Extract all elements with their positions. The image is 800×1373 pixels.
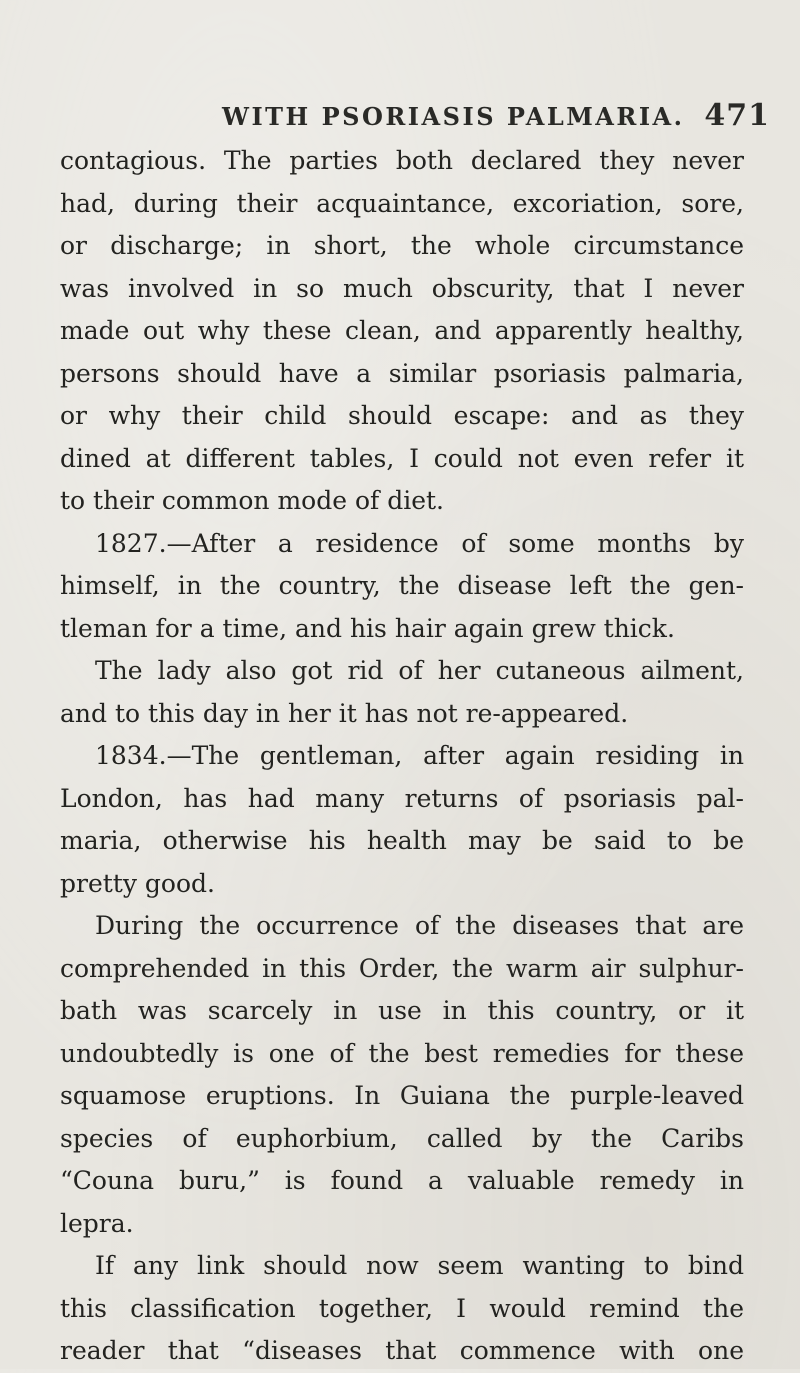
text-line: The lady also got rid of her cutaneous ailment, — [95, 656, 744, 685]
text-line: squamose eruptions. In Guiana the purple-leaved — [60, 1081, 744, 1110]
text-line: to their common mode of diet. — [60, 486, 444, 515]
text-line: species of euphorbium, called by the Caribs — [60, 1123, 744, 1153]
text-line: himself, in the country, the disease left the gen- — [60, 571, 744, 600]
text-line: bath was scarcely in use in this country, or it — [60, 996, 744, 1025]
text-line: was involved in so much obscurity, that I never — [60, 273, 744, 303]
text-line: maria, otherwise his health may be said to be — [60, 826, 744, 855]
text-line: 1827.—After a residence of some months by — [95, 528, 744, 558]
text-line: If any link should now seem wanting to bind — [95, 1251, 744, 1280]
running-head — [222, 98, 770, 142]
text-line: persons should have a similar psoriasis palmaria, — [60, 358, 744, 388]
text-line: London, has had many returns of psoriasis pal- — [60, 783, 744, 813]
text-line: made out why these clean, and apparently healthy, — [60, 316, 744, 345]
page-number: 471 — [704, 98, 770, 133]
running-head-title: WITH PSORIASIS PALMARIA. — [222, 102, 685, 131]
text-line: comprehended in this Order, the warm air sulphur- — [60, 953, 744, 983]
text-line: 1834.—The gentleman, after again residing in — [95, 741, 744, 770]
text-line: During the occurrence of the diseases that are — [95, 911, 744, 940]
text-line: contagious. The parties both declared they never — [60, 146, 744, 175]
text-line: this classification together, I would remind the — [60, 1293, 744, 1323]
text-line: reader that “diseases that commence with one — [60, 1336, 744, 1365]
text-line: or why their child should escape: and as they — [60, 401, 744, 430]
body-text — [60, 140, 744, 1373]
text-line: pretty good. — [60, 868, 215, 898]
text-line: and to this day in her it has not re-appeared. — [60, 698, 629, 728]
text-line: undoubtedly is one of the best remedies for these — [60, 1038, 744, 1068]
text-line: “Couna buru,” is found a valuable remedy in — [60, 1166, 744, 1195]
text-line: dined at different tables, I could not even refer it — [60, 443, 744, 473]
text-line: lepra. — [60, 1208, 134, 1238]
text-line: or discharge; in short, the whole circumstance — [60, 231, 744, 260]
text-line: tleman for a time, and his hair again grew thick. — [60, 613, 675, 643]
text-line: had, during their acquaintance, excoriation, sore, — [60, 188, 744, 218]
